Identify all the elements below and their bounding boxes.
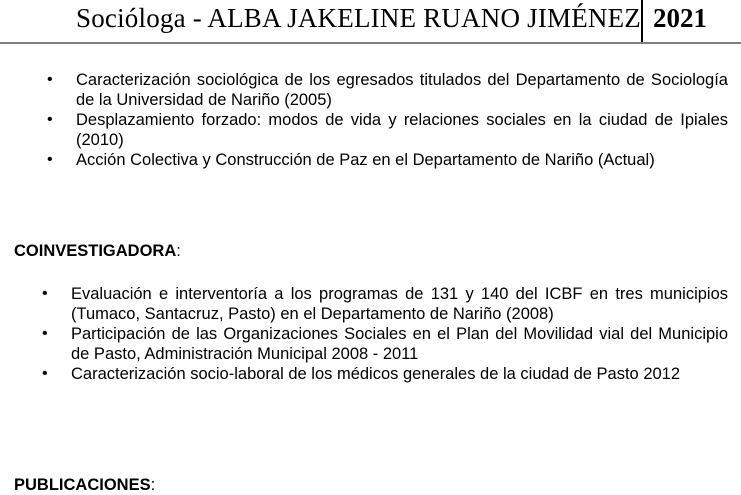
page-header (0, 0, 741, 42)
list-item-text: Evaluación e interventoría a los programas de 131 y 140 del ICBF en tres municipios (Tumaco, Santacruz, Pasto) en el Departamento de Nariño (2008) (71, 285, 728, 323)
section-heading-suffix: : (150, 476, 156, 494)
list-item-text: Desplazamiento forzado: modos de vida y relaciones sociales en la ciudad de Ipiales (2010) (76, 111, 728, 149)
header-title: Socióloga - ALBA JAKELINE RUANO JIMÉNEZ (76, 3, 642, 33)
bullet-icon: • (47, 71, 53, 88)
list-item (42, 324, 728, 364)
list-item-text: Caracterización sociológica de los egresados titulados del Departamento de Sociología de la Universidad de Nariño (2005) (76, 71, 728, 109)
list-item (42, 284, 728, 324)
bullet-icon: • (47, 111, 53, 128)
coinvestigadora-list (42, 284, 728, 384)
bullet-icon: • (47, 151, 53, 168)
list-item (47, 70, 728, 110)
bullet-icon: • (42, 285, 48, 302)
list-item (47, 150, 728, 170)
section-heading-text: PUBLICACIONES (14, 476, 151, 494)
section-heading-coinvestigadora (14, 242, 181, 261)
list-item-text: Acción Colectiva y Construcción de Paz en el Departamento de Nariño (Actual) (76, 151, 655, 169)
list-item-text: Caracterización socio-laboral de los médicos generales de la ciudad de Pasto 2012 (71, 365, 681, 383)
header-rule (0, 42, 741, 44)
bullet-icon: • (42, 325, 48, 342)
research-list (47, 70, 728, 170)
section-heading-text: COINVESTIGADORA (14, 242, 177, 260)
list-item (42, 364, 728, 384)
bullet-icon: • (42, 365, 48, 382)
header-year: 2021 (653, 3, 707, 33)
list-item-text: Participación de las Organizaciones Sociales en el Plan del Movilidad vial del Municipio de Pasto, Administración Municipal 2008 - 2011 (71, 325, 728, 363)
section-heading-suffix: : (176, 242, 181, 260)
header-separator (641, 0, 643, 42)
list-item (47, 110, 728, 150)
